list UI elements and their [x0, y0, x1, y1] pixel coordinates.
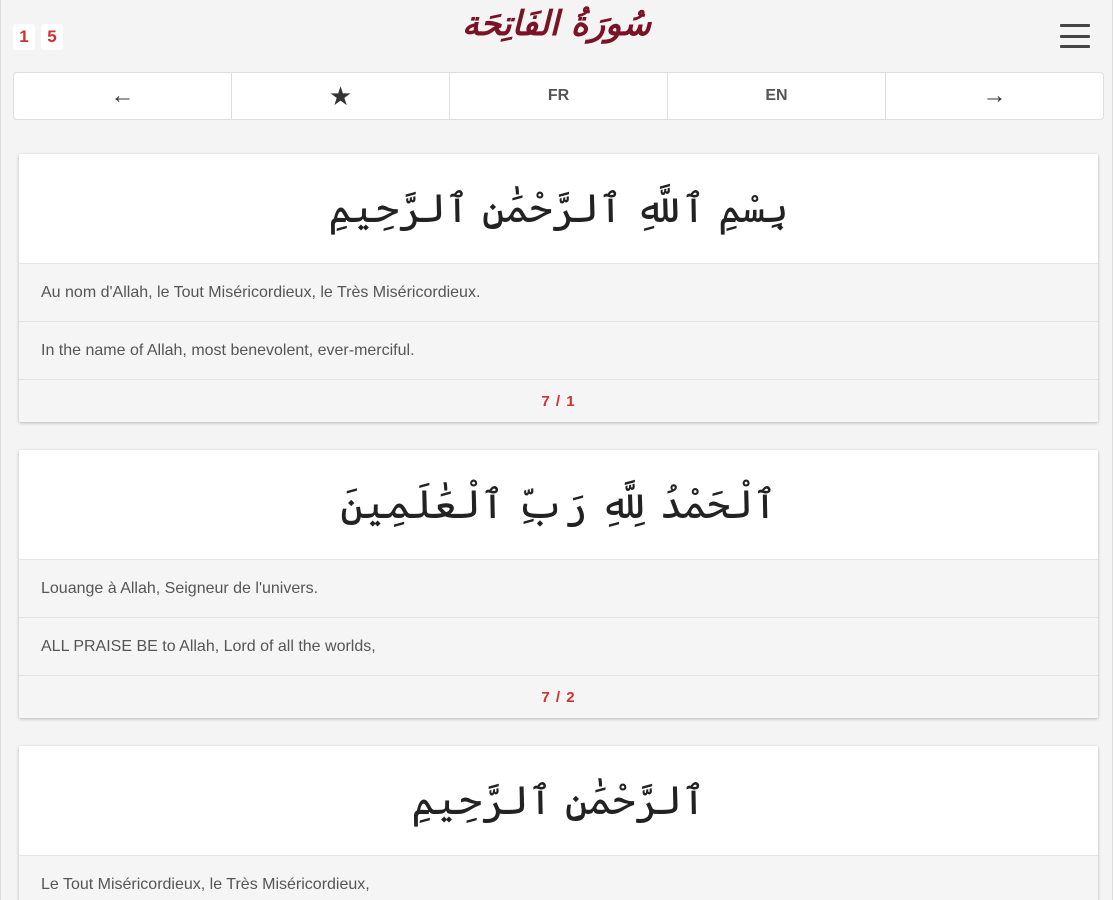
header: [1, 0, 1112, 66]
verse-card[interactable]: [19, 154, 1098, 422]
menu-bar: [1060, 35, 1090, 38]
arrow-left-icon: ←: [110, 82, 135, 109]
star-icon: ★: [328, 80, 353, 111]
verse-arabic: بِسْمِ ٱللَّهِ ٱلرَّحْمَٰنِ ٱلرَّحِيمِ: [19, 154, 1098, 264]
verse-list[interactable]: [19, 154, 1098, 900]
verse-reference: 7 / 1: [19, 380, 1098, 422]
verse-reference: 7 / 2: [19, 676, 1098, 718]
toolbar: [13, 72, 1104, 120]
arrow-right-icon: →: [982, 82, 1007, 109]
verse-card[interactable]: [19, 450, 1098, 718]
badge-second[interactable]: 5: [41, 24, 63, 50]
verse-english: In the name of Allah, most benevolent, ever-merciful.: [19, 322, 1098, 380]
menu-bar: [1060, 24, 1090, 27]
verse-arabic: ٱلرَّحْمَٰنِ ٱلرَّحِيمِ: [19, 746, 1098, 856]
french-toggle-button[interactable]: FR: [450, 73, 668, 119]
verse-card[interactable]: [19, 746, 1098, 900]
verse-english: ALL PRAISE BE to Allah, Lord of all the worlds,: [19, 618, 1098, 676]
verse-arabic: ٱلْحَمْدُ لِلَّهِ رَبِّ ٱلْعَٰلَمِينَ: [19, 450, 1098, 560]
menu-icon[interactable]: [1060, 24, 1090, 48]
verse-french: Louange à Allah, Seigneur de l'univers.: [19, 560, 1098, 618]
favorite-button[interactable]: [232, 73, 450, 119]
surah-title: سُورَةُ الفَاتِحَة: [461, 4, 652, 44]
verse-french: Le Tout Miséricordieux, le Très Miséricordieux,: [19, 856, 1098, 900]
badge-first[interactable]: 1: [13, 24, 35, 50]
menu-bar: [1060, 45, 1090, 48]
previous-button[interactable]: [14, 73, 232, 119]
english-toggle-button[interactable]: EN: [668, 73, 886, 119]
verse-french: Au nom d'Allah, le Tout Miséricordieux, le Très Miséricordieux.: [19, 264, 1098, 322]
next-button[interactable]: [886, 73, 1103, 119]
